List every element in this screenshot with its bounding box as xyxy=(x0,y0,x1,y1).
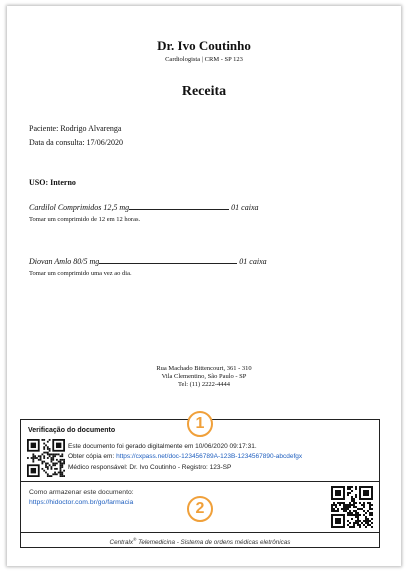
clinic-address xyxy=(7,365,401,390)
patient-name: Paciente: Rodrigo Alvarenga xyxy=(29,124,122,133)
doctor-name: Dr. Ivo Coutinho xyxy=(157,38,251,53)
callout-badge-2: 2 xyxy=(187,496,213,522)
storage-link[interactable]: https://hidoctor.com.br/go/farmacia xyxy=(29,499,134,506)
medication-quantity: 01 caixa xyxy=(231,203,259,212)
medication-instructions: Tomar um comprimido de 12 em 12 horas. xyxy=(29,216,141,223)
doctor-credentials: Cardiologista | CRM - SP 123 xyxy=(165,56,243,63)
copy-line xyxy=(68,453,302,460)
generated-text: Este documento foi gerado digitalmente em 10/06/2020 09:17:31. xyxy=(68,443,257,450)
verification-box xyxy=(20,419,380,548)
medication-name: Cardilol Comprimidos 12,5 mg xyxy=(29,203,130,212)
address-street: Rua Machado Bittencourt, 361 - 310 xyxy=(156,365,252,372)
medication-underline xyxy=(99,255,237,264)
medication-underline xyxy=(129,201,229,210)
medication-item xyxy=(29,255,379,277)
consultation-date: Data da consulta: 17/06/2020 xyxy=(29,138,123,147)
document-title: Receita xyxy=(181,84,227,99)
verification-title: Verificação do documento xyxy=(28,427,116,434)
medication-instructions: Tomar um comprimido uma vez ao dia. xyxy=(29,270,132,277)
medication-quantity: 01 caixa xyxy=(239,257,267,266)
address-phone: Tel: (11) 2222-4444 xyxy=(177,381,231,389)
footer-text: Telemedicina - Sistema de ordens médicas eletrônicas xyxy=(136,539,291,547)
footer-brand: Centralx xyxy=(109,539,133,547)
medication-item xyxy=(29,201,379,223)
storage-qr-code[interactable] xyxy=(331,486,373,528)
medication-name: Diovan Amlo 80/5 mg xyxy=(29,257,100,266)
usage-type: USO: Interno xyxy=(29,178,76,187)
storage-label: Como armazenar este documento: xyxy=(29,489,134,496)
copy-link[interactable]: https://cxpass.net/doc-123456789A-123B-1234567890-abcdefgx xyxy=(116,453,303,460)
trademark-symbol: ® xyxy=(133,537,137,542)
responsible-doctor: Médico responsável: Dr. Ivo Coutinho - Registro: 123-SP xyxy=(68,464,232,471)
callout-badge-1: 1 xyxy=(187,411,213,437)
system-footer xyxy=(21,537,379,546)
address-city: Vila Clementino, São Paulo - SP xyxy=(161,373,247,381)
verification-qr-code[interactable] xyxy=(27,439,65,477)
copy-prefix: Obter cópia em: xyxy=(68,453,117,460)
